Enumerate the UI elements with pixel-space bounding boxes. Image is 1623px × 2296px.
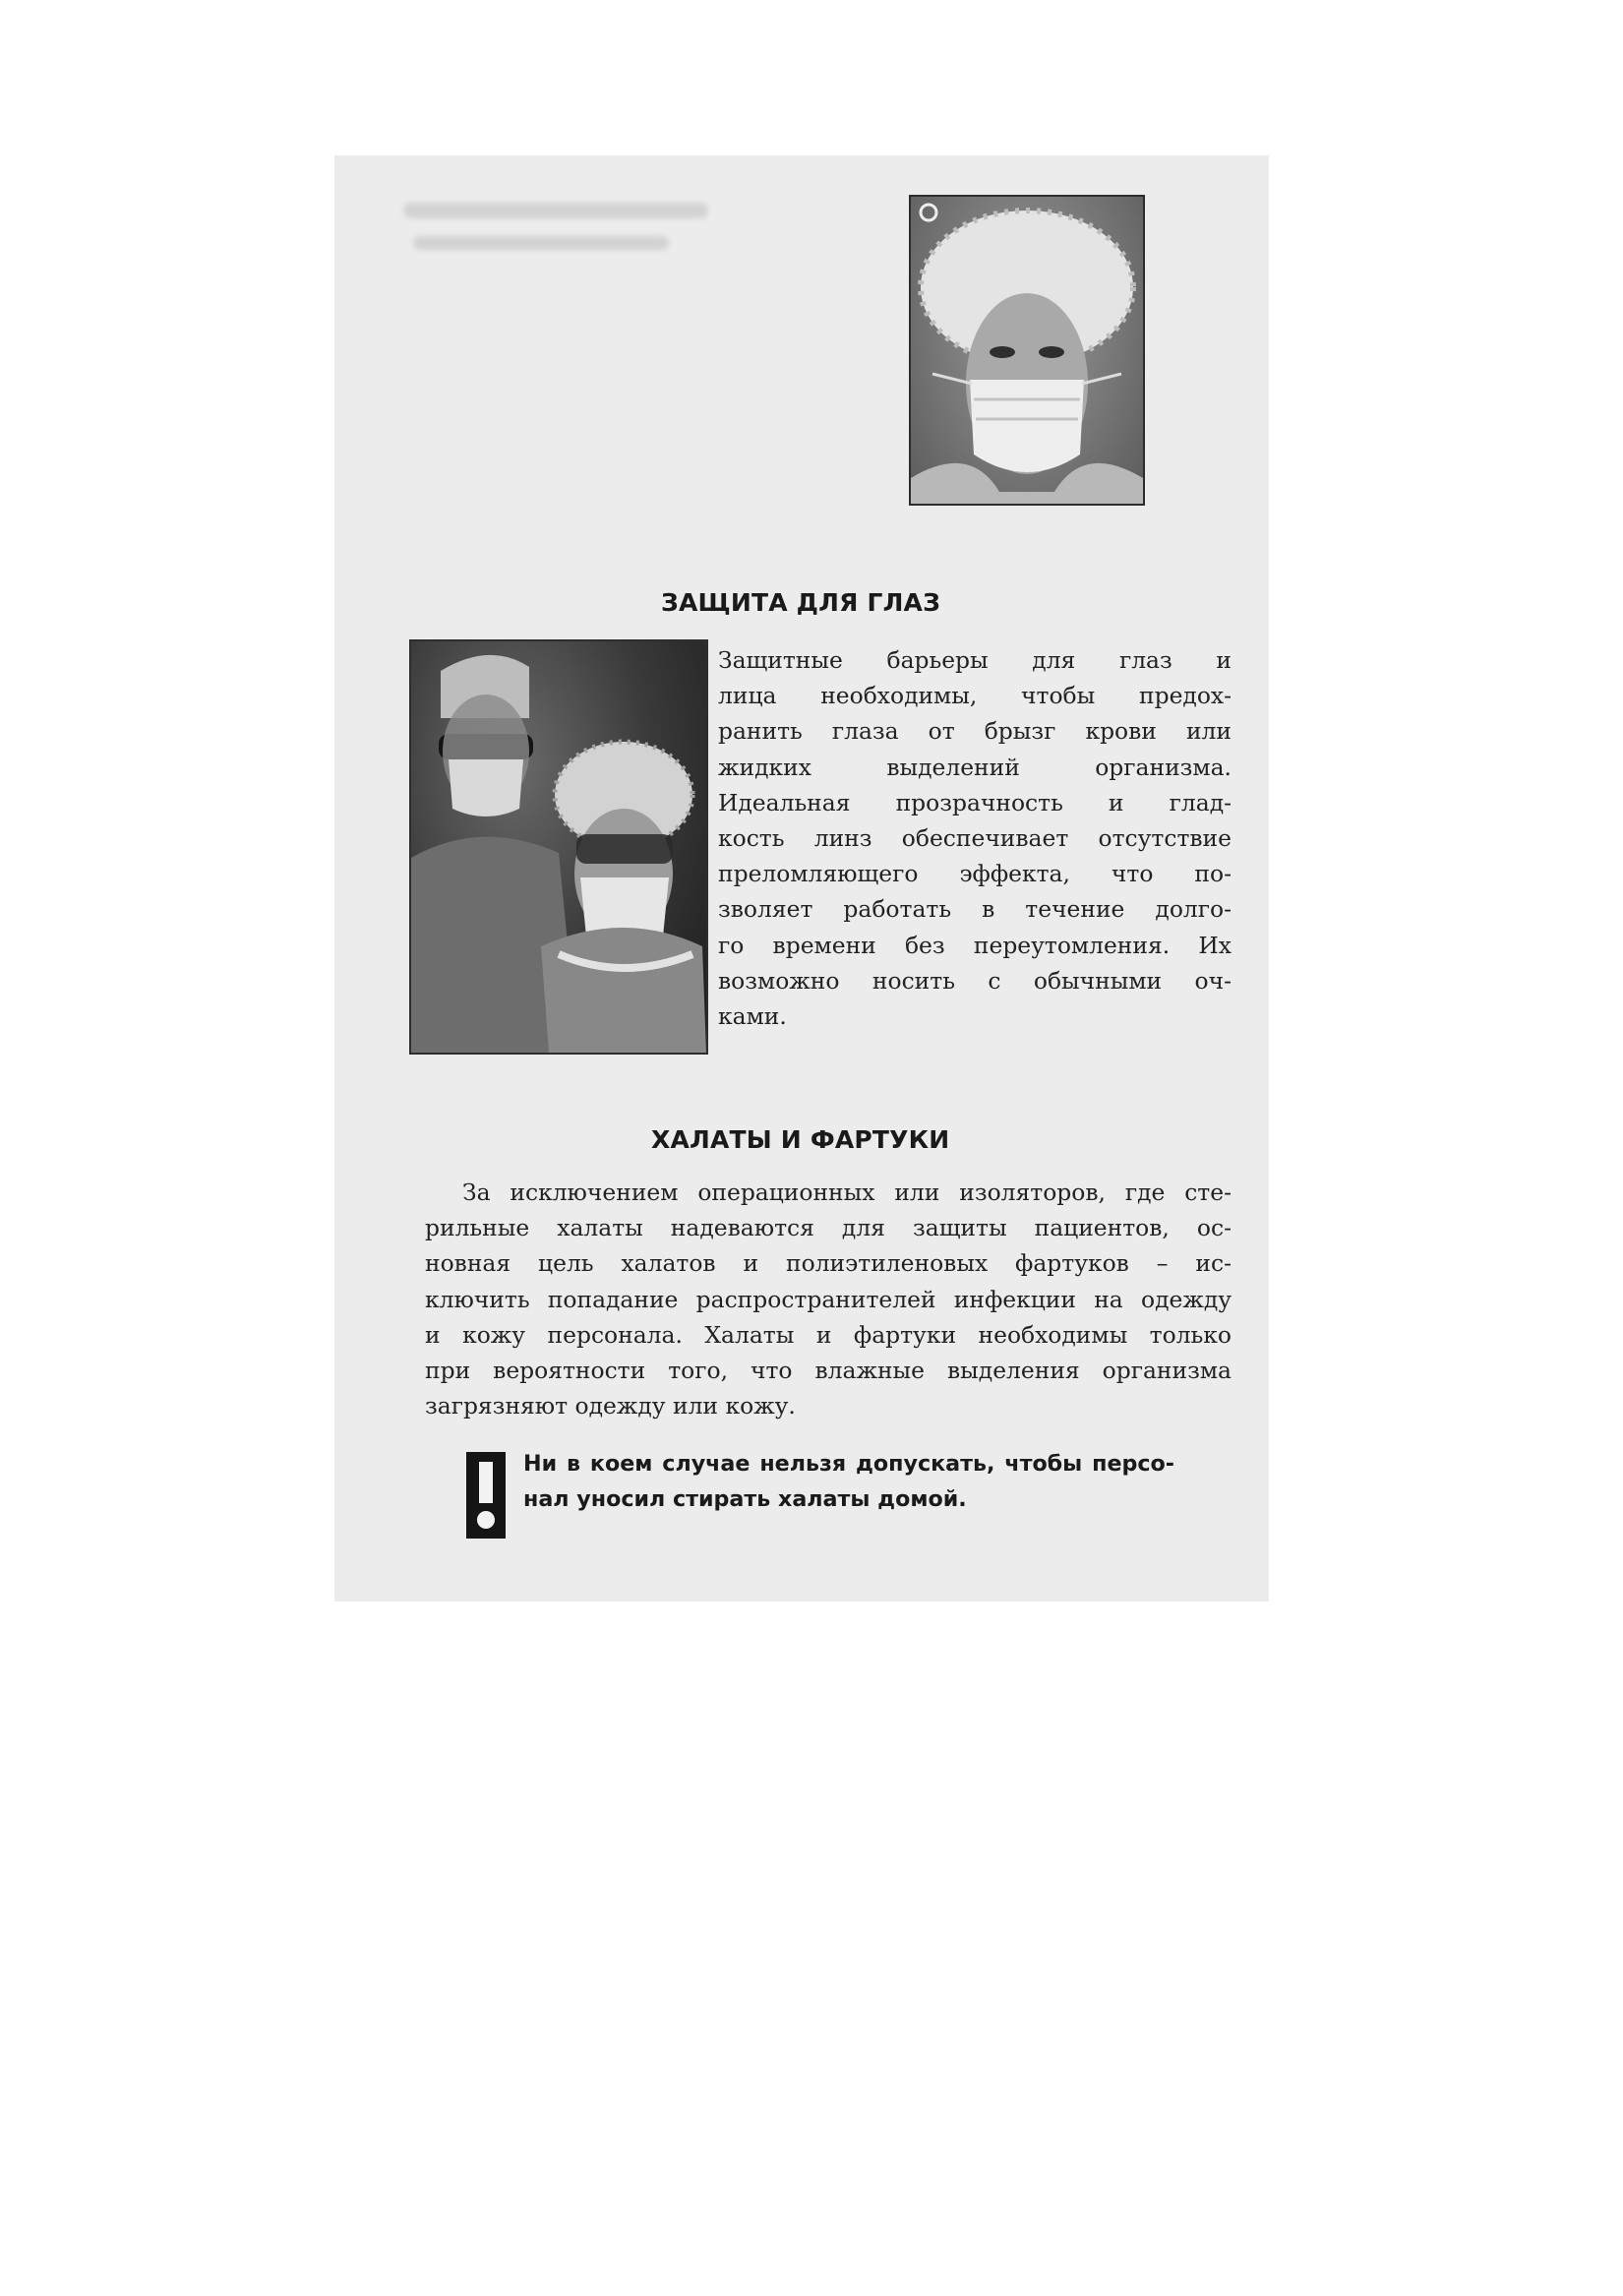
photo-medical-staff-goggles bbox=[409, 639, 708, 1055]
section-title-eye-protection: ЗАЩИТА ДЛЯ ГЛАЗ bbox=[661, 588, 941, 617]
scanned-page bbox=[334, 155, 1269, 1601]
gowns-aprons-paragraph: За исключением операционных или изоляторов, где сте- рильные халаты надеваются для защиты пациентов, ос- новная цель халатов и полиэтиленовых фартуков – ис- ключить попадание распространителей инфекции на одежду и кожу персонала. Халаты и фартуки необходимы только при вероятности того, что влажные выделения организма загрязняют одежду или кожу. bbox=[425, 1178, 1232, 1420]
warning-text: Ни в коем случае нельзя допускать, чтобы персо- нал уносил стирать халаты домой. bbox=[523, 1451, 1174, 1512]
exclamation-icon bbox=[466, 1452, 506, 1539]
eye-protection-paragraph: Защитные барьеры для глаз и лица необходимы, чтобы предох- ранить глаза от брызг крови или жидких выделений организма. Идеальная прозрачность и глад- кость линз обеспечивает отсутствие преломляющего эффекта, что по- зволяет работать в течение долго- го времени без переутомления. Их возможно носить с обычными оч- ками. bbox=[718, 646, 1232, 1031]
photo-face-mask bbox=[909, 195, 1145, 506]
bleed-through-text bbox=[403, 203, 708, 218]
warning-note bbox=[466, 1446, 1233, 1564]
section-title-gowns-aprons: ХАЛАТЫ И ФАРТУКИ bbox=[651, 1125, 950, 1154]
bleed-through-text bbox=[413, 236, 669, 250]
